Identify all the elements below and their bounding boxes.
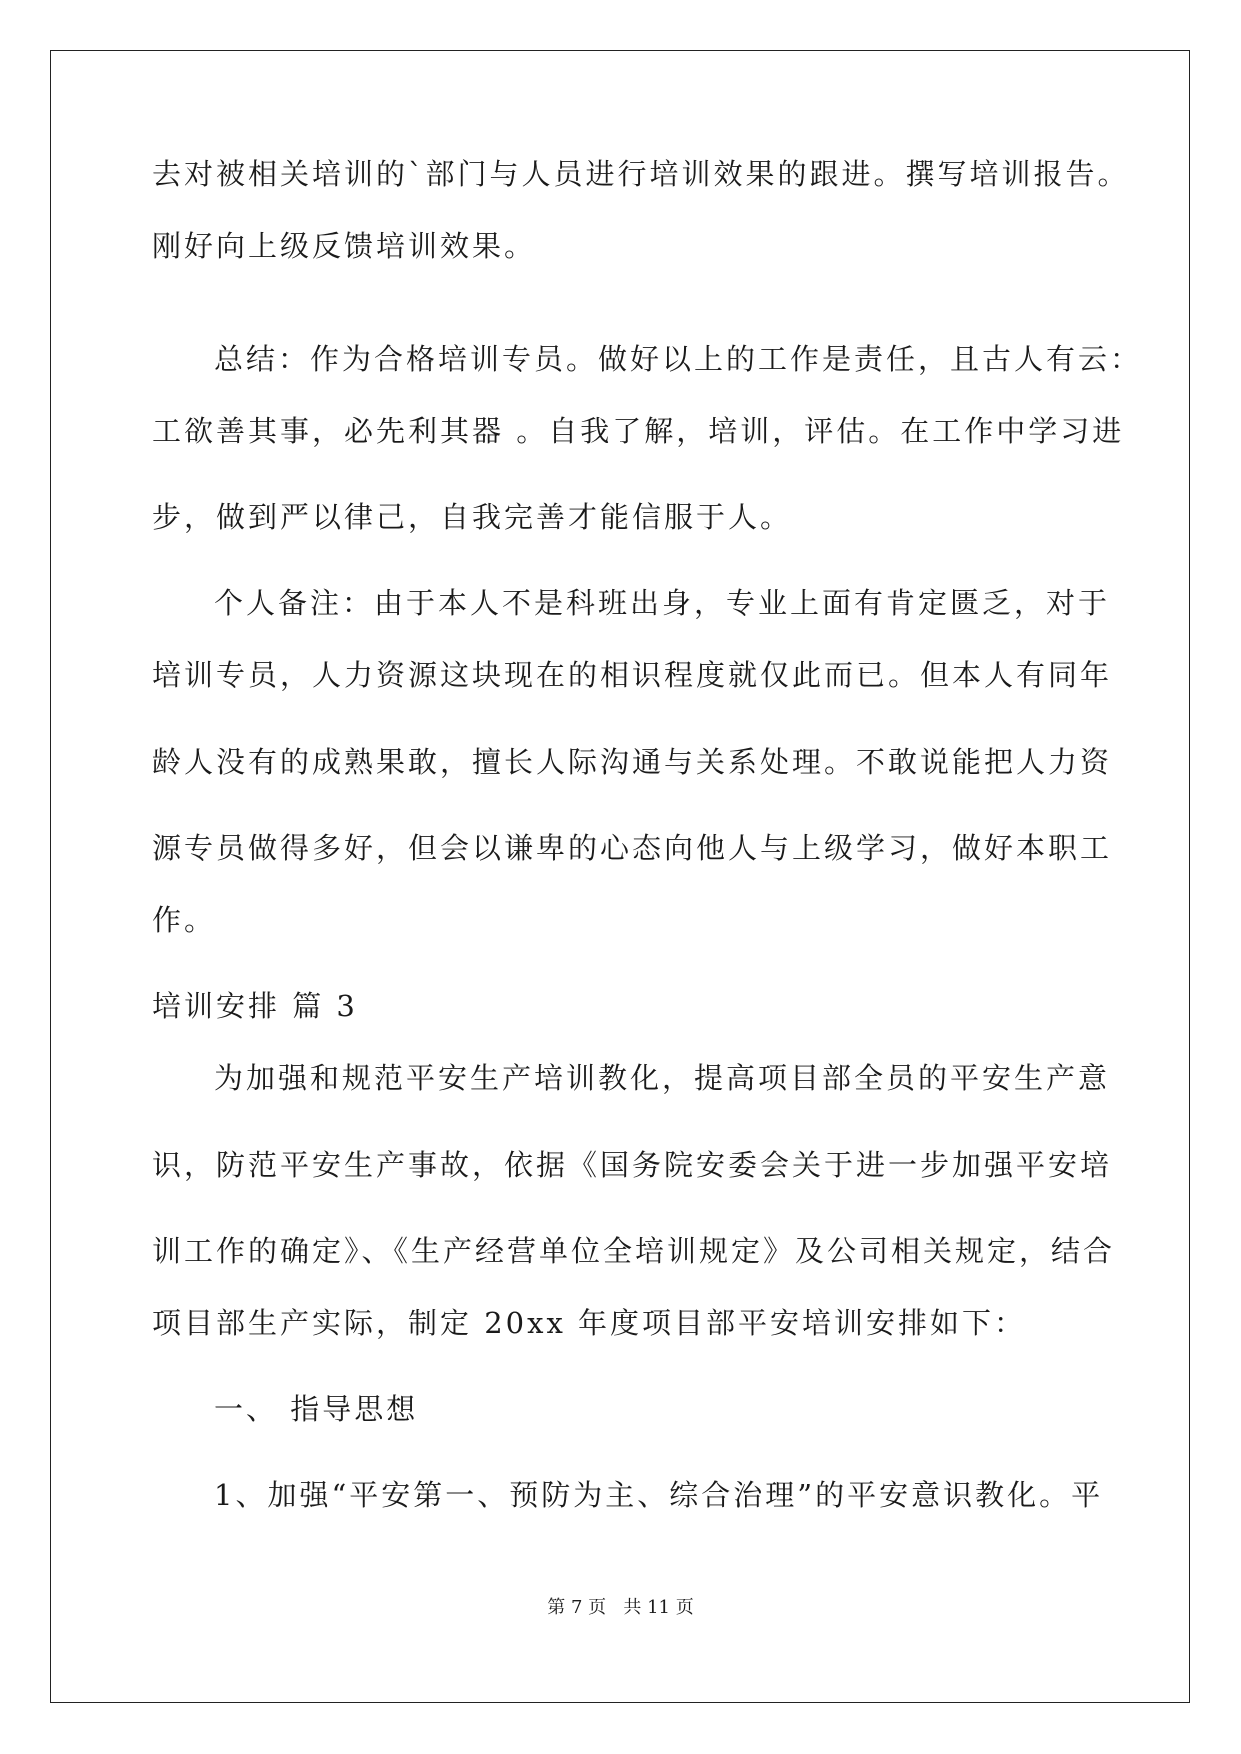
text-line: 工欲善其事，必先利其器 。自我了解，培训，评估。在工作中学习进 xyxy=(152,414,1125,448)
text-line: 刚好向上级反馈培训效果。 xyxy=(152,229,537,263)
subsection-heading: 一、 指导思想 xyxy=(214,1392,419,1426)
text-line: 作。 xyxy=(152,903,217,937)
text-line: 去对被相关培训的`部门与人员进行培训效果的跟进。撰写培训报告。 xyxy=(152,157,1130,191)
text-line: 源专员做得多好，但会以谦卑的心态向他人与上级学习，做好本职工 xyxy=(152,831,1113,865)
paragraph-start-line: 总结：作为合格培训专员。做好以上的工作是责任，且古人有云： xyxy=(214,342,1143,376)
page-number-footer: 第 7 页 共 11 页 xyxy=(547,1597,694,1618)
page-frame xyxy=(50,50,1190,1703)
text-line: 培训专员，人力资源这块现在的相识程度就仅此而已。但本人有同年 xyxy=(152,658,1113,692)
section-heading: 培训安排 篇 3 xyxy=(152,989,358,1023)
text-line: 步，做到严以律己，自我完善才能信服于人。 xyxy=(152,500,793,534)
paragraph-start-line: 为加强和规范平安生产培训教化，提高项目部全员的平安生产意 xyxy=(214,1061,1111,1095)
paragraph-start-line: 1、加强“平安第一、预防为主、综合治理”的平安意识教化。平 xyxy=(214,1478,1104,1512)
text-line: 项目部生产实际，制定 20xx 年度项目部平安培训安排如下： xyxy=(152,1306,1027,1340)
text-line: 龄人没有的成熟果敢，擅长人际沟通与关系处理。不敢说能把人力资 xyxy=(152,745,1113,779)
paragraph-start-line: 个人备注：由于本人不是科班出身，专业上面有肯定匮乏，对于 xyxy=(214,586,1111,620)
text-line: 训工作的确定》、《生产经营单位全培训规定》及公司相关规定，结合 xyxy=(152,1234,1116,1268)
text-line: 识，防范平安生产事故，依据《国务院安委会关于进一步加强平安培 xyxy=(152,1148,1113,1182)
